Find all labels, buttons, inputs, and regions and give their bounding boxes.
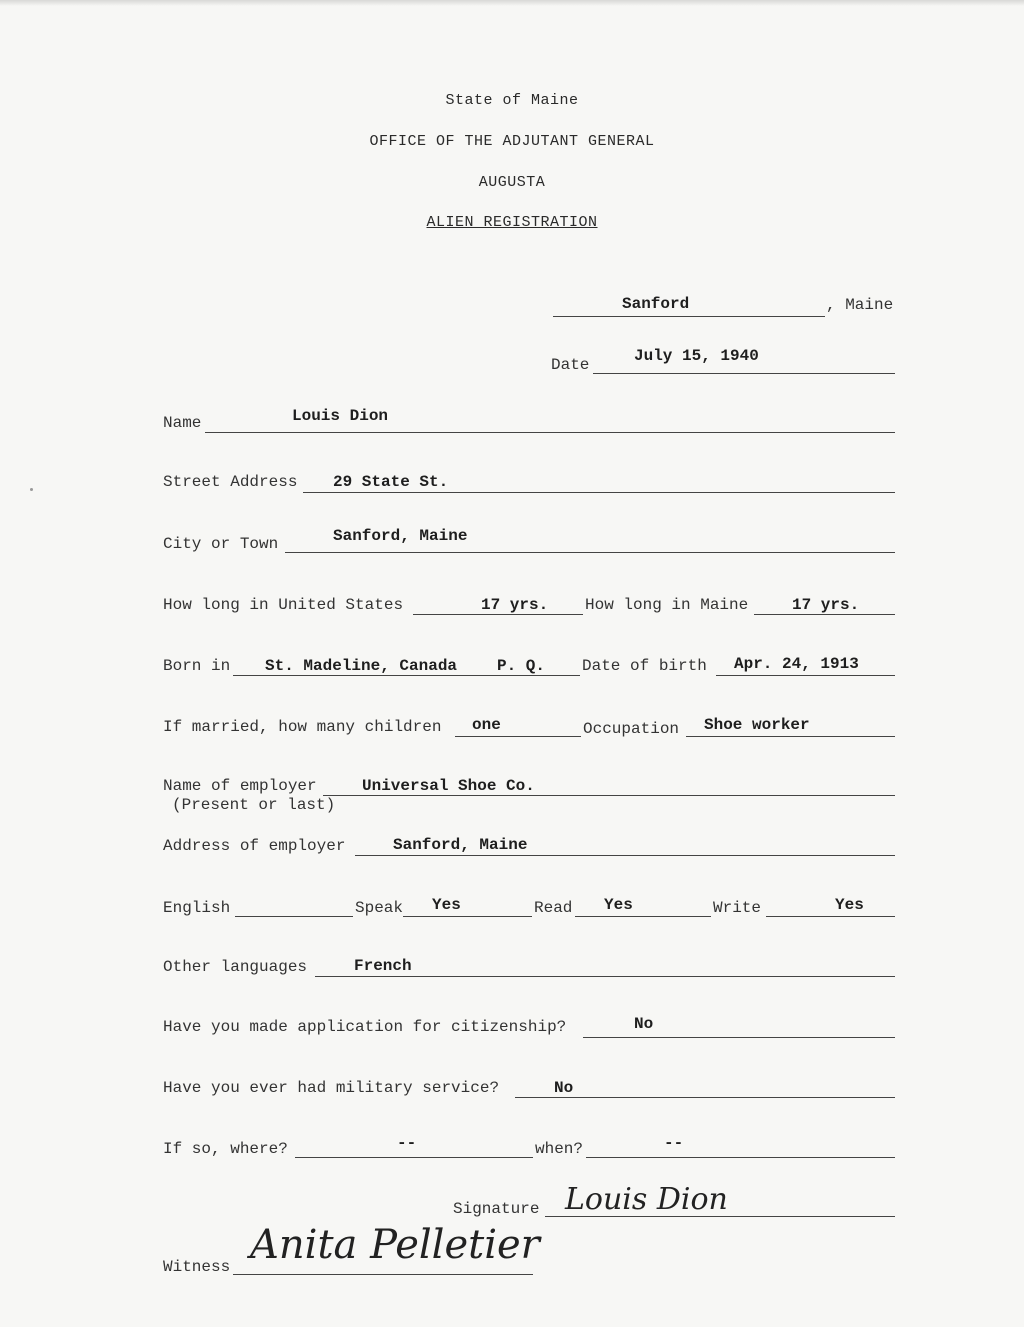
children-label: If married, how many children <box>163 718 442 736</box>
place-value: Sanford <box>622 295 690 313</box>
employer-address-line <box>355 855 895 856</box>
speak-line <box>403 916 532 917</box>
born-line <box>233 675 580 676</box>
occupation-value: Shoe worker <box>704 716 810 734</box>
other-languages-value: French <box>354 957 412 975</box>
where-label: If so, where? <box>163 1140 288 1158</box>
scan-speck <box>30 488 33 491</box>
dob-line <box>716 675 895 676</box>
military-value: No <box>554 1079 574 1097</box>
date-line <box>593 373 895 374</box>
employer-value: Universal Shoe Co. <box>362 777 535 795</box>
children-line <box>455 736 581 737</box>
us-long-value: 17 yrs. <box>481 596 549 614</box>
maine-long-label: How long in Maine <box>585 596 749 614</box>
witness-line <box>233 1274 533 1275</box>
write-line <box>766 916 895 917</box>
street-line <box>303 492 895 493</box>
born-value: St. Madeline, Canada <box>265 657 458 675</box>
name-label: Name <box>163 414 202 432</box>
born-province: P. Q. <box>497 657 546 675</box>
place-suffix: , Maine <box>826 296 894 314</box>
us-long-line <box>413 614 583 615</box>
citizenship-label: Have you made application for citizenship? <box>163 1018 567 1036</box>
street-label: Street Address <box>163 473 298 491</box>
citizenship-line <box>583 1037 895 1038</box>
us-long-label: How long in United States <box>163 596 404 614</box>
name-line <box>205 432 895 433</box>
maine-long-value: 17 yrs. <box>792 596 860 614</box>
when-label: when? <box>535 1140 584 1158</box>
name-value: Louis Dion <box>292 407 389 425</box>
employer-label: Name of employer <box>163 777 317 795</box>
city-label: City or Town <box>163 535 279 553</box>
street-value: 29 State St. <box>333 473 449 491</box>
dob-label: Date of birth <box>582 657 707 675</box>
witness-label: Witness <box>163 1258 231 1276</box>
military-label: Have you ever had military service? <box>163 1079 500 1097</box>
place-line <box>553 316 825 317</box>
signature-line <box>545 1216 895 1217</box>
other-languages-label: Other languages <box>163 958 308 976</box>
speak-value: Yes <box>432 896 461 914</box>
header-title: ALIEN REGISTRATION <box>426 214 598 231</box>
header-office: OFFICE OF THE ADJUTANT GENERAL <box>369 133 655 150</box>
read-label: Read <box>534 899 573 917</box>
speak-label: Speak <box>355 899 404 917</box>
read-line <box>575 916 711 917</box>
date-label: Date <box>551 356 590 374</box>
city-line <box>285 552 895 553</box>
where-line <box>295 1157 533 1158</box>
when-line <box>586 1157 895 1158</box>
employer-address-label: Address of employer <box>163 837 346 855</box>
children-value: one <box>472 716 501 734</box>
read-value: Yes <box>604 896 633 914</box>
date-value: July 15, 1940 <box>634 347 759 365</box>
employer-address-value: Sanford, Maine <box>393 836 528 854</box>
occupation-line <box>686 736 895 737</box>
military-line <box>515 1097 895 1098</box>
write-value: Yes <box>835 896 864 914</box>
other-languages-line <box>315 976 895 977</box>
english-line <box>235 916 353 917</box>
employer-line <box>323 795 895 796</box>
city-value: Sanford, Maine <box>333 527 468 545</box>
occupation-label: Occupation <box>583 720 680 738</box>
signature-label: Signature <box>453 1200 540 1218</box>
citizenship-value: No <box>634 1015 654 1033</box>
signature-handwriting: Louis Dion <box>565 1182 728 1217</box>
header-state: State of Maine <box>445 92 579 109</box>
header-city: AUGUSTA <box>478 174 546 191</box>
scan-top-edge <box>0 0 1024 6</box>
when-value: -- <box>664 1134 684 1152</box>
dob-value: Apr. 24, 1913 <box>734 655 859 673</box>
maine-long-line <box>754 614 895 615</box>
employer-sublabel: (Present or last) <box>172 796 336 814</box>
write-label: Write <box>713 899 762 917</box>
english-label: English <box>163 899 231 917</box>
witness-handwriting: Anita Pelletier <box>250 1222 540 1268</box>
where-value: -- <box>397 1134 417 1152</box>
born-label: Born in <box>163 657 231 675</box>
